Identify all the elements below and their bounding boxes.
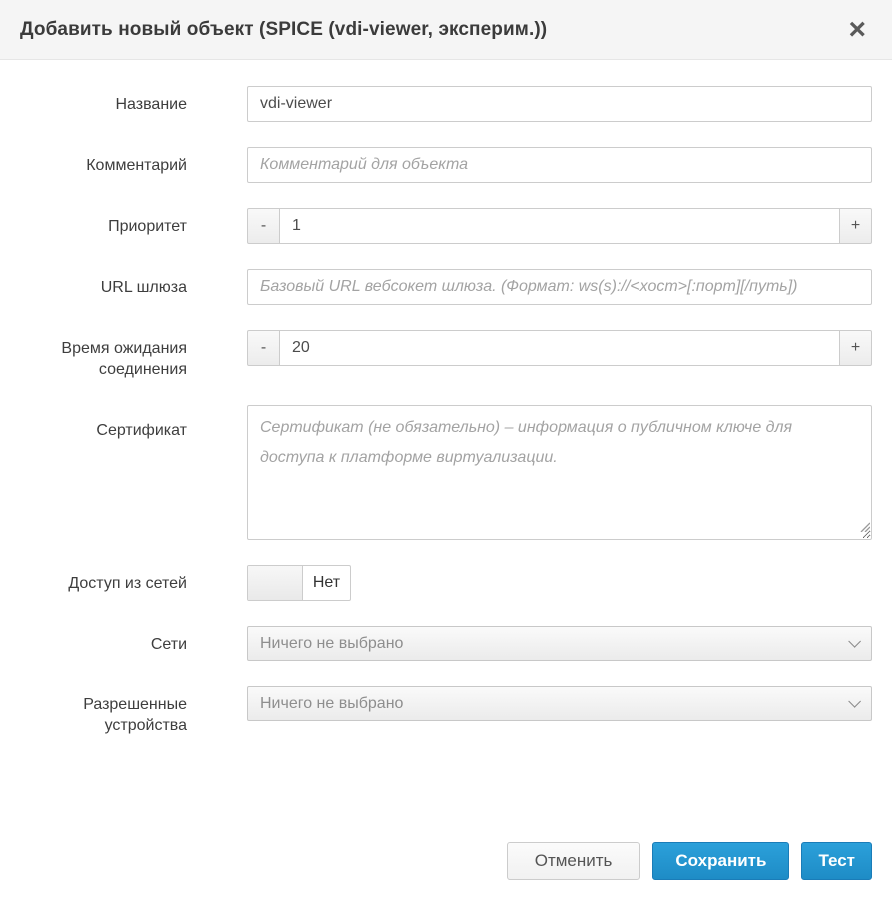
comment-field [247, 147, 872, 183]
form-row-timeout [0, 330, 892, 380]
timeout-label: Время ожидания соединения [61, 340, 187, 378]
form-row-name [0, 86, 892, 122]
form-row-certificate [0, 405, 892, 540]
form-row-gateway-url [0, 269, 892, 305]
comment-label: Комментарий [86, 157, 187, 174]
network-access-label: Доступ из сетей [68, 575, 187, 592]
timeout-field [247, 330, 872, 366]
toggle-state-label: Нет [312, 574, 341, 591]
timeout-decrement-button[interactable]: - [247, 330, 280, 366]
comment-input[interactable] [247, 147, 872, 183]
priority-input[interactable] [279, 208, 840, 244]
timeout-increment-button[interactable]: + [839, 330, 872, 366]
name-input[interactable] [247, 86, 872, 122]
dialog-title: Добавить новый объект (SPICE (vdi-viewer, эксперим.)) [20, 18, 548, 40]
form-row-priority [0, 208, 892, 244]
form-row-networks [0, 626, 892, 661]
network-access-field [247, 565, 872, 601]
close-icon[interactable]: × [848, 12, 866, 46]
certificate-label: Сертификат [96, 422, 187, 439]
dialog-footer [507, 842, 872, 880]
priority-label: Приоритет [108, 218, 187, 235]
cancel-button[interactable]: Отменить [507, 842, 641, 880]
networks-select[interactable] [247, 626, 872, 661]
certificate-textarea[interactable] [247, 405, 872, 540]
save-button[interactable]: Сохранить [652, 842, 789, 880]
gateway-url-field [247, 269, 872, 305]
timeout-input[interactable] [279, 330, 840, 366]
form-row-comment [0, 147, 892, 183]
name-field [247, 86, 872, 122]
networks-label: Сети [150, 636, 187, 653]
form-row-network-access [0, 565, 892, 601]
priority-spinner [247, 208, 872, 244]
chevron-down-icon [848, 695, 861, 708]
dialog-header [0, 0, 892, 60]
allowed-devices-select-value: Ничего не выбрано [260, 694, 404, 712]
dialog-body [0, 60, 892, 736]
gateway-url-input[interactable] [247, 269, 872, 305]
priority-decrement-button[interactable]: - [247, 208, 280, 244]
priority-increment-button[interactable]: + [839, 208, 872, 244]
toggle-knob[interactable] [248, 566, 303, 600]
allowed-devices-label: Разрешенные устройства [83, 696, 187, 734]
allowed-devices-field [247, 686, 872, 721]
network-access-toggle[interactable] [247, 565, 351, 601]
networks-field [247, 626, 872, 661]
form-row-allowed-devices [0, 686, 892, 736]
allowed-devices-select[interactable] [247, 686, 872, 721]
priority-field [247, 208, 872, 244]
networks-select-value: Ничего не выбрано [260, 634, 404, 652]
chevron-down-icon [848, 635, 861, 648]
test-button[interactable]: Тест [801, 842, 872, 880]
certificate-field [247, 405, 872, 540]
timeout-spinner [247, 330, 872, 366]
name-label: Название [115, 96, 187, 113]
gateway-url-label: URL шлюза [100, 279, 187, 296]
